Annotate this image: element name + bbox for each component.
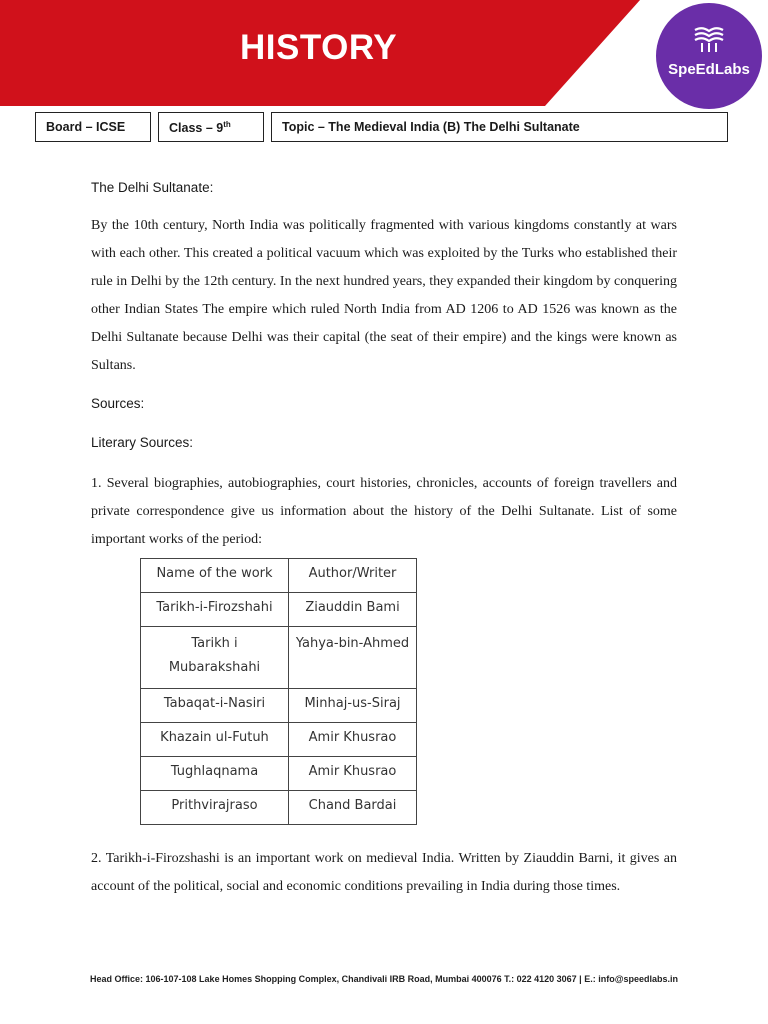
class-box — [158, 112, 264, 142]
table-row — [141, 791, 417, 825]
table-cell-author: Yahya-bin-Ahmed — [289, 627, 417, 689]
table-cell-author: Ziauddin Bami — [289, 593, 417, 627]
table-header-work: Name of the work — [141, 559, 289, 593]
point-2-paragraph: 2. Tarikh-i-Firozshashi is an important work on medieval India. Written by Ziauddin Barni, it gives an account of the political, social and economic conditions prevailing in India during those times. — [91, 851, 677, 894]
table-cell-work: Tarikh-i-Firozshahi — [141, 593, 289, 627]
class-superscript: th — [223, 120, 231, 129]
table-cell-work: Tarikh i Mubarakshahi — [141, 627, 289, 689]
board-label: Board – ICSE — [46, 120, 126, 134]
logo-text: SpeEdLabs — [668, 61, 750, 78]
table-row — [141, 723, 417, 757]
table-cell-author: Chand Bardai — [289, 791, 417, 825]
table-row — [141, 757, 417, 791]
point-1-paragraph: 1. Several biographies, autobiographies, court histories, chronicles, accounts of foreign travellers and private correspondence give us information about the history of the Delhi Sultanate. List of some important works of the period: — [91, 476, 677, 547]
table-header-author: Author/Writer — [289, 559, 417, 593]
section-heading-delhi-sultanate: The Delhi Sultanate: — [91, 180, 214, 195]
page-title: HISTORY — [240, 28, 398, 67]
speedlabs-logo — [656, 3, 762, 109]
table-cell-work: Tughlaqnama — [141, 757, 289, 791]
table-cell-author: Amir Khusrao — [289, 757, 417, 791]
intro-paragraph: By the 10th century, North India was politically fragmented with various kingdoms constantly at wars with each other. This created a political vacuum which was exploited by the Turks who established their rule in Delhi by the 12th century. In the next hundred years, they expanded their kingdom by conquering other Indian States The empire which ruled North India from AD 1206 to AD 1526 was known as the Delhi Sultanate because Delhi was their capital (the seat of their empire) and the kings were known as Sultans. — [91, 218, 677, 373]
class-label: Class – 9 — [169, 121, 224, 136]
works-table — [140, 558, 417, 825]
table-cell-author: Amir Khusrao — [289, 723, 417, 757]
header-banner — [0, 0, 768, 106]
table-row — [141, 593, 417, 627]
section-heading-sources: Sources: — [91, 396, 145, 411]
table-cell-author: Minhaj-us-Siraj — [289, 689, 417, 723]
board-box — [35, 112, 151, 142]
table-cell-work: Khazain ul-Futuh — [141, 723, 289, 757]
footer-address: Head Office: 106-107-108 Lake Homes Shopping Complex, Chandivali IRB Road, Mumbai 400076 T.: 022 4120 3067 | E.: info@speedlabs.in — [90, 974, 678, 984]
topic-box — [271, 112, 728, 142]
table-cell-work: Prithvirajraso — [141, 791, 289, 825]
table-row — [141, 627, 417, 689]
section-heading-literary-sources: Literary Sources: — [91, 435, 194, 450]
table-header-row — [141, 559, 417, 593]
topic-label: Topic – The Medieval India (B) The Delhi Sultanate — [282, 120, 580, 134]
table-row — [141, 689, 417, 723]
table-cell-work: Tabaqat-i-Nasiri — [141, 689, 289, 723]
book-icon — [690, 21, 728, 55]
